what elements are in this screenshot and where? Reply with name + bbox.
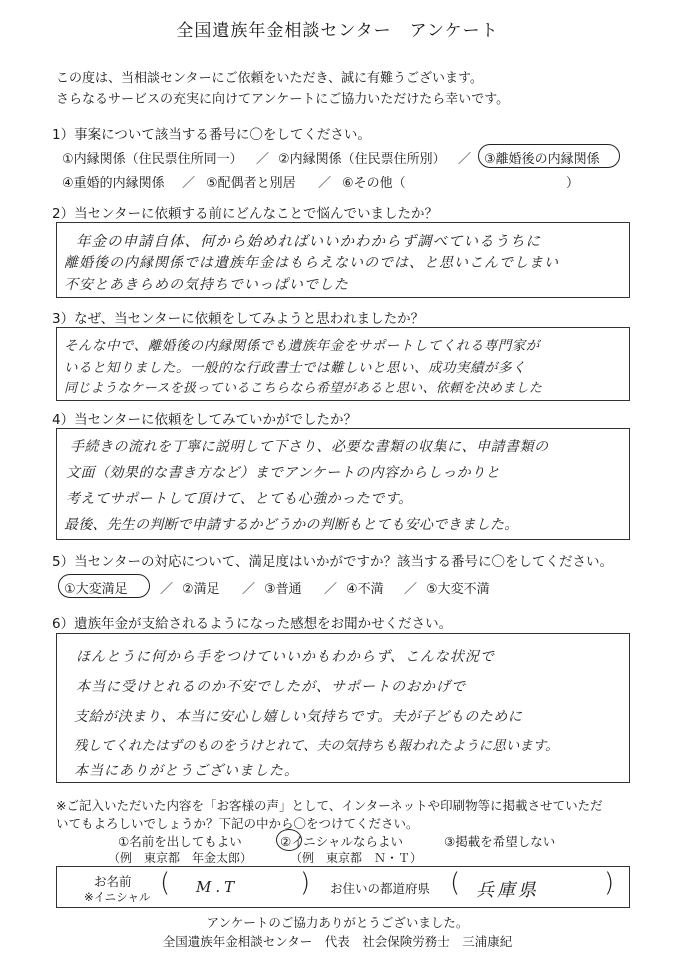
q3-answer-line: いると知りました。一般的な行政書士では難しいと思い、成功実績が多く xyxy=(64,360,526,376)
prefecture-value[interactable]: 兵庫県 xyxy=(476,880,539,901)
intro-line-2: さらなるサービスの充実に向けてアンケートにご協力いただけたら幸いです。 xyxy=(56,92,510,107)
separator: ／ xyxy=(458,152,472,167)
permission-option-3[interactable]: ③掲載を希望しない xyxy=(444,834,556,849)
name-sub-label: ※イニシャル xyxy=(84,890,151,904)
separator: ／ xyxy=(242,582,256,597)
permission-note-line-1: ※ご記入いただいた内容を「お客様の声」として、インターネットや印刷物等に掲載させていただ xyxy=(56,798,603,813)
separator: ／ xyxy=(318,176,332,191)
permission-example-2: （例 東京都 Ｎ・Ｔ） xyxy=(290,851,423,865)
q4-answer-line: 考えてサポートして頂けて、とても心強かったです。 xyxy=(66,491,413,507)
permission-note-line-2: いてもよろしいでしょうか？下記の中から〇をつけてください。 xyxy=(56,816,419,831)
q4-answer-line: 手続きの流れを丁寧に説明して下さり、必要な書類の収集に、申請書類の xyxy=(70,439,549,455)
q2-answer-line: 年金の申請自体、何から始めればいいかわからず調べているうちに xyxy=(76,234,541,250)
prefecture-label: お住いの都道府県 xyxy=(330,881,431,896)
separator: ／ xyxy=(324,582,338,597)
q1-option-5[interactable]: ⑤配偶者と別居 xyxy=(206,176,296,191)
q6-answer-line: 支給が決まり、本当に安心し嬉しい気持ちです。夫が子どものために xyxy=(74,709,523,725)
q4-label: 4）当センターに依頼をしてみていかがでしたか？ xyxy=(52,412,358,428)
q4-answer-line: 文面（効果的な書き方など）までアンケートの内容からしっかりと xyxy=(66,465,501,481)
separator: ／ xyxy=(182,176,196,191)
q1-option-3[interactable]: ③離婚後の内縁関係 xyxy=(484,152,600,167)
q6-answer-line: 本当にありがとうございました。 xyxy=(74,763,299,779)
q3-answer-line: そんな中で、離婚後の内縁関係でも遺族年金をサポートしてくれる専門家が xyxy=(64,338,540,354)
q4-answer-line: 最後、先生の判断で申請するかどうかの判断もとても安心できました。 xyxy=(64,517,519,533)
q5-option-5[interactable]: ⑤大変不満 xyxy=(426,582,490,597)
separator: ／ xyxy=(160,582,174,597)
q1-close-paren: ） xyxy=(566,176,580,191)
footer-thanks: アンケートのご協力ありがとうございました。 xyxy=(206,915,469,930)
permission-option-1[interactable]: ①名前を出してもよい xyxy=(118,834,242,849)
separator: ／ xyxy=(404,582,418,597)
q6-label: 6）遺族年金が支給されるようになった感想をお聞かせください。 xyxy=(52,616,453,632)
q1-option-4[interactable]: ④重婚的内縁関係 xyxy=(62,176,165,191)
separator: ／ xyxy=(256,152,270,167)
name-label: お名前 xyxy=(94,874,132,889)
permission-option-2[interactable]: ②イニシャルならよい xyxy=(280,834,403,849)
q6-answer-line: 本当に受けとれるのか不安でしたが、サポートのおかげで xyxy=(76,679,466,695)
q3-answer-line: 同じようなケースを扱っているこちらなら希望があると思い、依頼を決めました xyxy=(64,381,543,396)
permission-example-1: （例 東京都 年金太郎） xyxy=(108,851,253,865)
q2-answer-line: 不安とあきらめの気持ちでいっぱいでした xyxy=(64,277,349,293)
q1-option-2[interactable]: ②内縁関係（住民票住所別） xyxy=(278,152,446,167)
page-title: 全国遺族年金相談センター アンケート xyxy=(176,21,499,41)
name-value[interactable]: M.T xyxy=(196,878,239,896)
q5-option-4[interactable]: ④不満 xyxy=(346,582,384,597)
bracket-left: ( xyxy=(160,868,171,898)
q6-answer-line: 残してくれたはずのものをうけとれて、夫の気持ちも報われたように思います。 xyxy=(74,738,559,754)
q2-answer-line: 離婚後の内縁関係では遺族年金はもらえないのでは、と思いこんでしまい xyxy=(64,255,559,271)
q5-option-3[interactable]: ③普通 xyxy=(264,582,302,597)
q1-option-6[interactable]: ⑥その他（ xyxy=(342,176,406,191)
q6-answer-line: ほんとうに何から手をつけていいかもわからず、こんな状況で xyxy=(76,649,495,665)
bracket-right: ) xyxy=(604,868,615,898)
q3-label: 3）なぜ、当センターに依頼をしてみようと思われましたか？ xyxy=(52,311,425,327)
q2-label: 2）当センターに依頼する前にどんなことで悩んでいましたか？ xyxy=(52,206,439,222)
q5-option-2[interactable]: ②満足 xyxy=(182,582,220,597)
q5-label: 5）当センターの対応について、満足度はいかがですか？該当する番号に〇をしてください。 xyxy=(52,554,614,570)
bracket-right: ) xyxy=(300,868,311,898)
q1-label: 1）事案について該当する番号に〇をしてください。 xyxy=(52,127,371,143)
footer-organization: 全国遺族年金相談センター 代表 社会保険労務士 三浦康紀 xyxy=(162,934,513,949)
q5-option-1[interactable]: ①大変満足 xyxy=(64,582,128,597)
intro-line-1: この度は、当相談センターにご依頼をいただき、誠に有難うございます。 xyxy=(56,71,483,86)
q1-option-1[interactable]: ①内縁関係（住民票住所同一） xyxy=(62,152,243,167)
bracket-left: ( xyxy=(450,868,461,898)
